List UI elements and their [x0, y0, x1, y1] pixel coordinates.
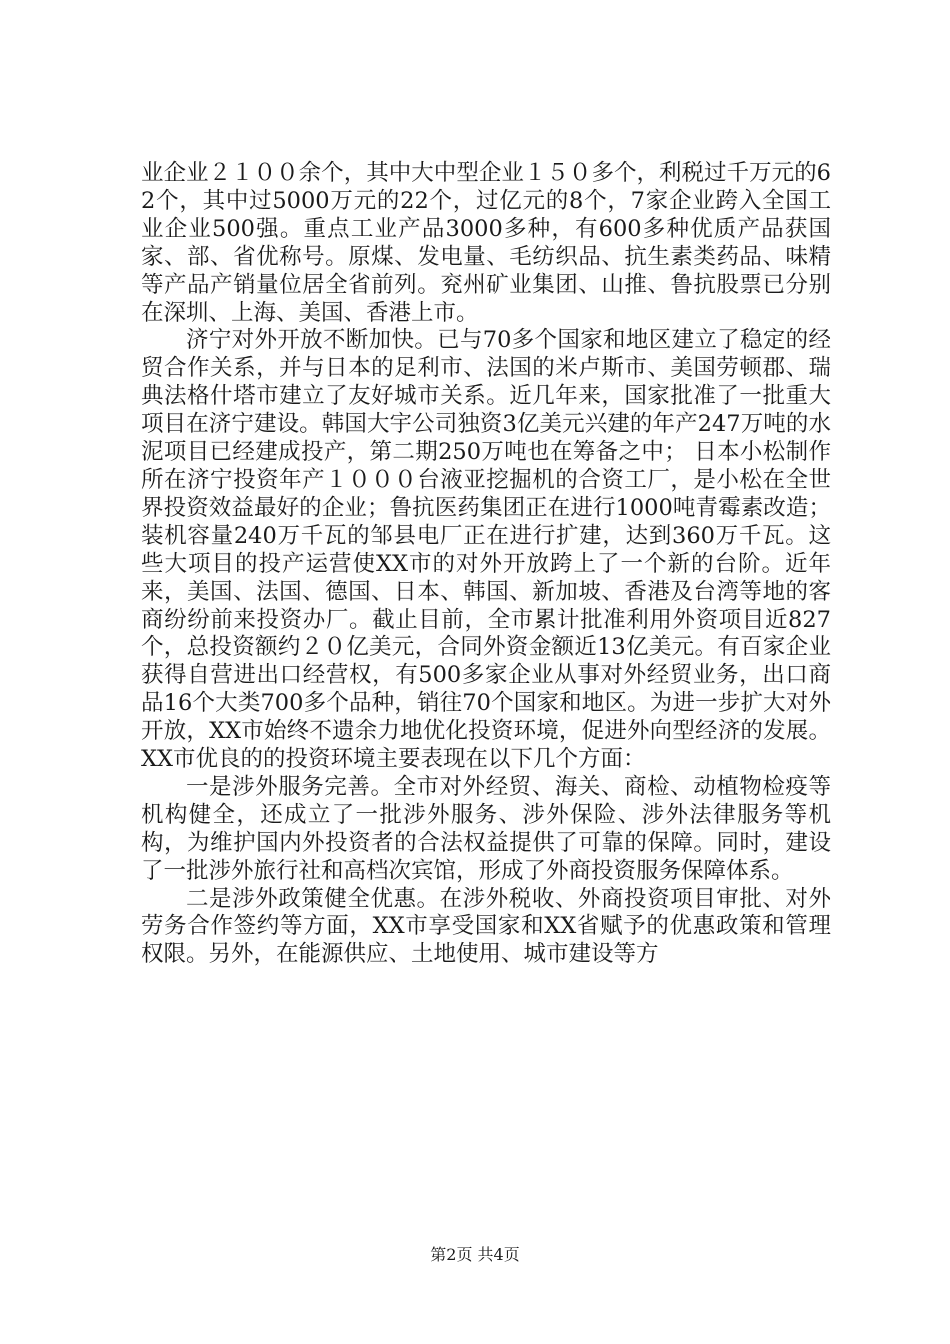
paragraph-2: 济宁对外开放不断加快。已与70多个国家和地区建立了稳定的经贸合作关系，并与日本的足利市、法国的米卢斯市、美国劳顿郡、瑞典法格什塔市建立了友好城市关系。近几年来，国家批准了一批重大项目在济宁建设。韩国大宇公司独资3亿美元兴建的年产247万吨的水泥项目已经建成投产，第二期250万吨也在筹备之中； 日本小松制作所在济宁投资年产１０００台液亚挖掘机的合资工厂，是小松在全世界投资效益最好的企业；鲁抗医药集团正在进行1000吨青霉素改造； 装机容量240万千瓦的邹县电厂正在进行扩建，达到360万千瓦。这些大项目的投产运营使XX市的对外开放跨上了一个新的台阶。近年来，美国、法国、德国、日本、韩国、新加坡、香港及台湾等地的客商纷纷前来投资办厂。截止目前，全市累计批准利用外资项目近827个，总投资额约２０亿美元，合同外资金额近13亿美元。有百家企业获得自营进出口经营权，有500多家企业从事对外经贸业务，出口商品16个大类700多个品种，销往70个国家和地区。为进一步扩大对外开放，XX市始终不遗余力地优化投资环境，促进外向型经济的发展。XX市优良的的投资环境主要表现在以下几个方面：	[141, 327, 831, 773]
page-footer: 第2页 共4页	[430, 1245, 520, 1264]
paragraph-1: 业企业２１００余个，其中大中型企业１５０多个，利税过千万元的62个，其中过5000万元的22个，过亿元的8个，7家企业跨入全国工业企业500强。重点工业产品3000多种，有600多种优质产品获国家、部、省优称号。原煤、发电量、毛纺织品、抗生素类药品、味精等产品产销量位居全省前列。兖州矿业集团、山推、鲁抗股票已分别在深圳、上海、美国、香港上市。	[141, 160, 831, 326]
document-body	[141, 160, 831, 969]
paragraph-4: 二是涉外政策健全优惠。在涉外税收、外商投资项目审批、对外劳务合作签约等方面，XX市享受国家和XX省赋予的优惠政策和管理权限。另外，在能源供应、土地使用、城市建设等方	[141, 885, 831, 968]
paragraph-3: 一是涉外服务完善。全市对外经贸、海关、商检、动植物检疫等机构健全，还成立了一批涉外服务、涉外保险、涉外法律服务等机构，为维护国内外投资者的合法权益提供了可靠的保障。同时，建设了一批涉外旅行社和高档次宾馆，形成了外商投资服务保障体系。	[141, 773, 831, 884]
